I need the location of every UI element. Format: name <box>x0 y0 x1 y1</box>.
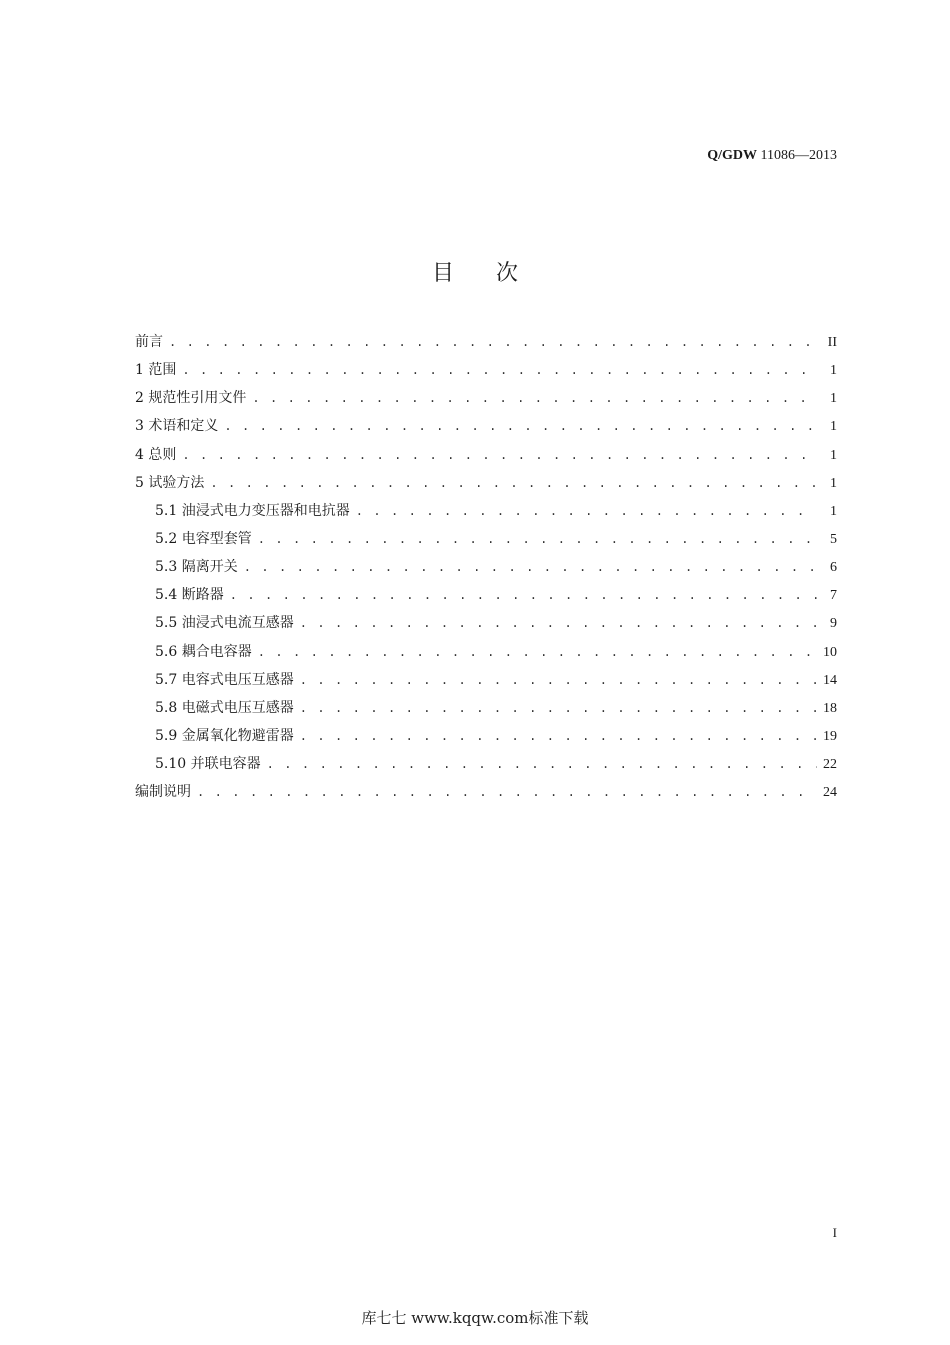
toc-entry-label: 1 范围 <box>135 362 177 379</box>
toc-entry-page: 1 <box>830 503 837 519</box>
toc-entry-page: 1 <box>830 475 837 491</box>
toc-entry[interactable] <box>135 669 837 697</box>
toc-dot-leader <box>300 673 817 687</box>
toc-entry-page: 1 <box>830 363 837 379</box>
document-code <box>707 148 837 164</box>
toc-entry[interactable] <box>135 753 837 781</box>
toc-entry-label: 5 试验方法 <box>135 474 205 491</box>
toc-entry[interactable] <box>135 725 837 753</box>
toc-dot-leader <box>210 476 817 490</box>
document-code-number: 11086—2013 <box>760 148 837 163</box>
toc-dot-leader <box>182 363 817 377</box>
toc-entry-label: 5.4 断路器 <box>155 587 224 604</box>
toc-dot-leader <box>267 757 817 771</box>
toc-entry[interactable] <box>135 612 837 640</box>
toc-dot-leader <box>230 588 817 602</box>
toc-entry[interactable] <box>135 781 837 809</box>
toc-entry-page: 6 <box>830 560 837 576</box>
toc-entry-label: 2 规范性引用文件 <box>135 390 247 407</box>
document-code-prefix: Q/GDW <box>707 148 758 163</box>
toc-entry-label: 5.2 电容型套管 <box>155 530 252 547</box>
toc-dot-leader <box>300 616 817 630</box>
toc-entry-page: II <box>827 335 837 350</box>
toc-entry[interactable] <box>135 528 837 556</box>
page-title: 目次 <box>431 261 560 286</box>
toc-entry[interactable] <box>135 387 837 415</box>
toc-dot-leader <box>258 532 817 546</box>
toc-entry[interactable] <box>135 359 837 387</box>
toc-entry-page: 1 <box>830 447 837 463</box>
toc-entry[interactable] <box>135 444 837 472</box>
toc-entry-label: 5.7 电容式电压互感器 <box>155 671 294 688</box>
toc-entry[interactable] <box>135 641 837 669</box>
toc-entry-page: 14 <box>823 672 837 688</box>
toc-entry-page: 7 <box>830 588 837 604</box>
toc-entry-page: 22 <box>823 757 837 773</box>
toc-dot-leader <box>356 504 817 518</box>
toc-dot-leader <box>169 335 817 349</box>
toc-entry-label: 5.9 金属氧化物避雷器 <box>155 727 294 744</box>
toc-dot-leader <box>252 391 817 405</box>
toc-entry[interactable] <box>135 697 837 725</box>
toc-entry-label: 5.6 耦合电容器 <box>155 643 252 660</box>
toc-entry-label: 5.1 油浸式电力变压器和电抗器 <box>155 502 350 519</box>
toc-entry[interactable] <box>135 472 837 500</box>
toc-entry-page: 5 <box>830 531 837 547</box>
toc-dot-leader <box>244 560 817 574</box>
toc-dot-leader <box>258 645 817 659</box>
toc-entry-label: 4 总则 <box>135 446 177 463</box>
toc-dot-leader <box>197 785 817 799</box>
toc-entry-label: 5.5 油浸式电流互感器 <box>155 615 294 632</box>
toc-dot-leader <box>224 419 817 433</box>
toc-entry-label: 5.3 隔离开关 <box>155 559 238 576</box>
table-of-contents <box>135 331 837 809</box>
toc-entry-page: 24 <box>823 785 837 801</box>
toc-entry-label: 前言 <box>135 334 163 350</box>
toc-entry-page: 19 <box>823 728 837 744</box>
toc-entry[interactable] <box>135 331 837 359</box>
toc-entry[interactable] <box>135 556 837 584</box>
toc-entry-label: 5.8 电磁式电压互感器 <box>155 699 294 716</box>
toc-dot-leader <box>300 729 817 743</box>
toc-entry-label: 3 术语和定义 <box>135 418 219 435</box>
toc-entry[interactable] <box>135 584 837 612</box>
toc-entry-page: 9 <box>830 616 837 632</box>
toc-entry-page: 1 <box>830 419 837 435</box>
page-number: I <box>832 1225 837 1240</box>
toc-entry[interactable] <box>135 415 837 443</box>
toc-dot-leader <box>300 701 817 715</box>
toc-entry-page: 1 <box>830 391 837 407</box>
toc-entry-label: 5.10 并联电容器 <box>155 756 261 773</box>
toc-entry[interactable] <box>135 500 837 528</box>
toc-entry-label: 编制说明 <box>135 784 191 801</box>
toc-entry-page: 10 <box>823 644 837 660</box>
toc-dot-leader <box>182 448 817 462</box>
toc-entry-page: 18 <box>823 700 837 716</box>
watermark-text: 库七七 www.kqqw.com标准下载 <box>361 1309 589 1327</box>
